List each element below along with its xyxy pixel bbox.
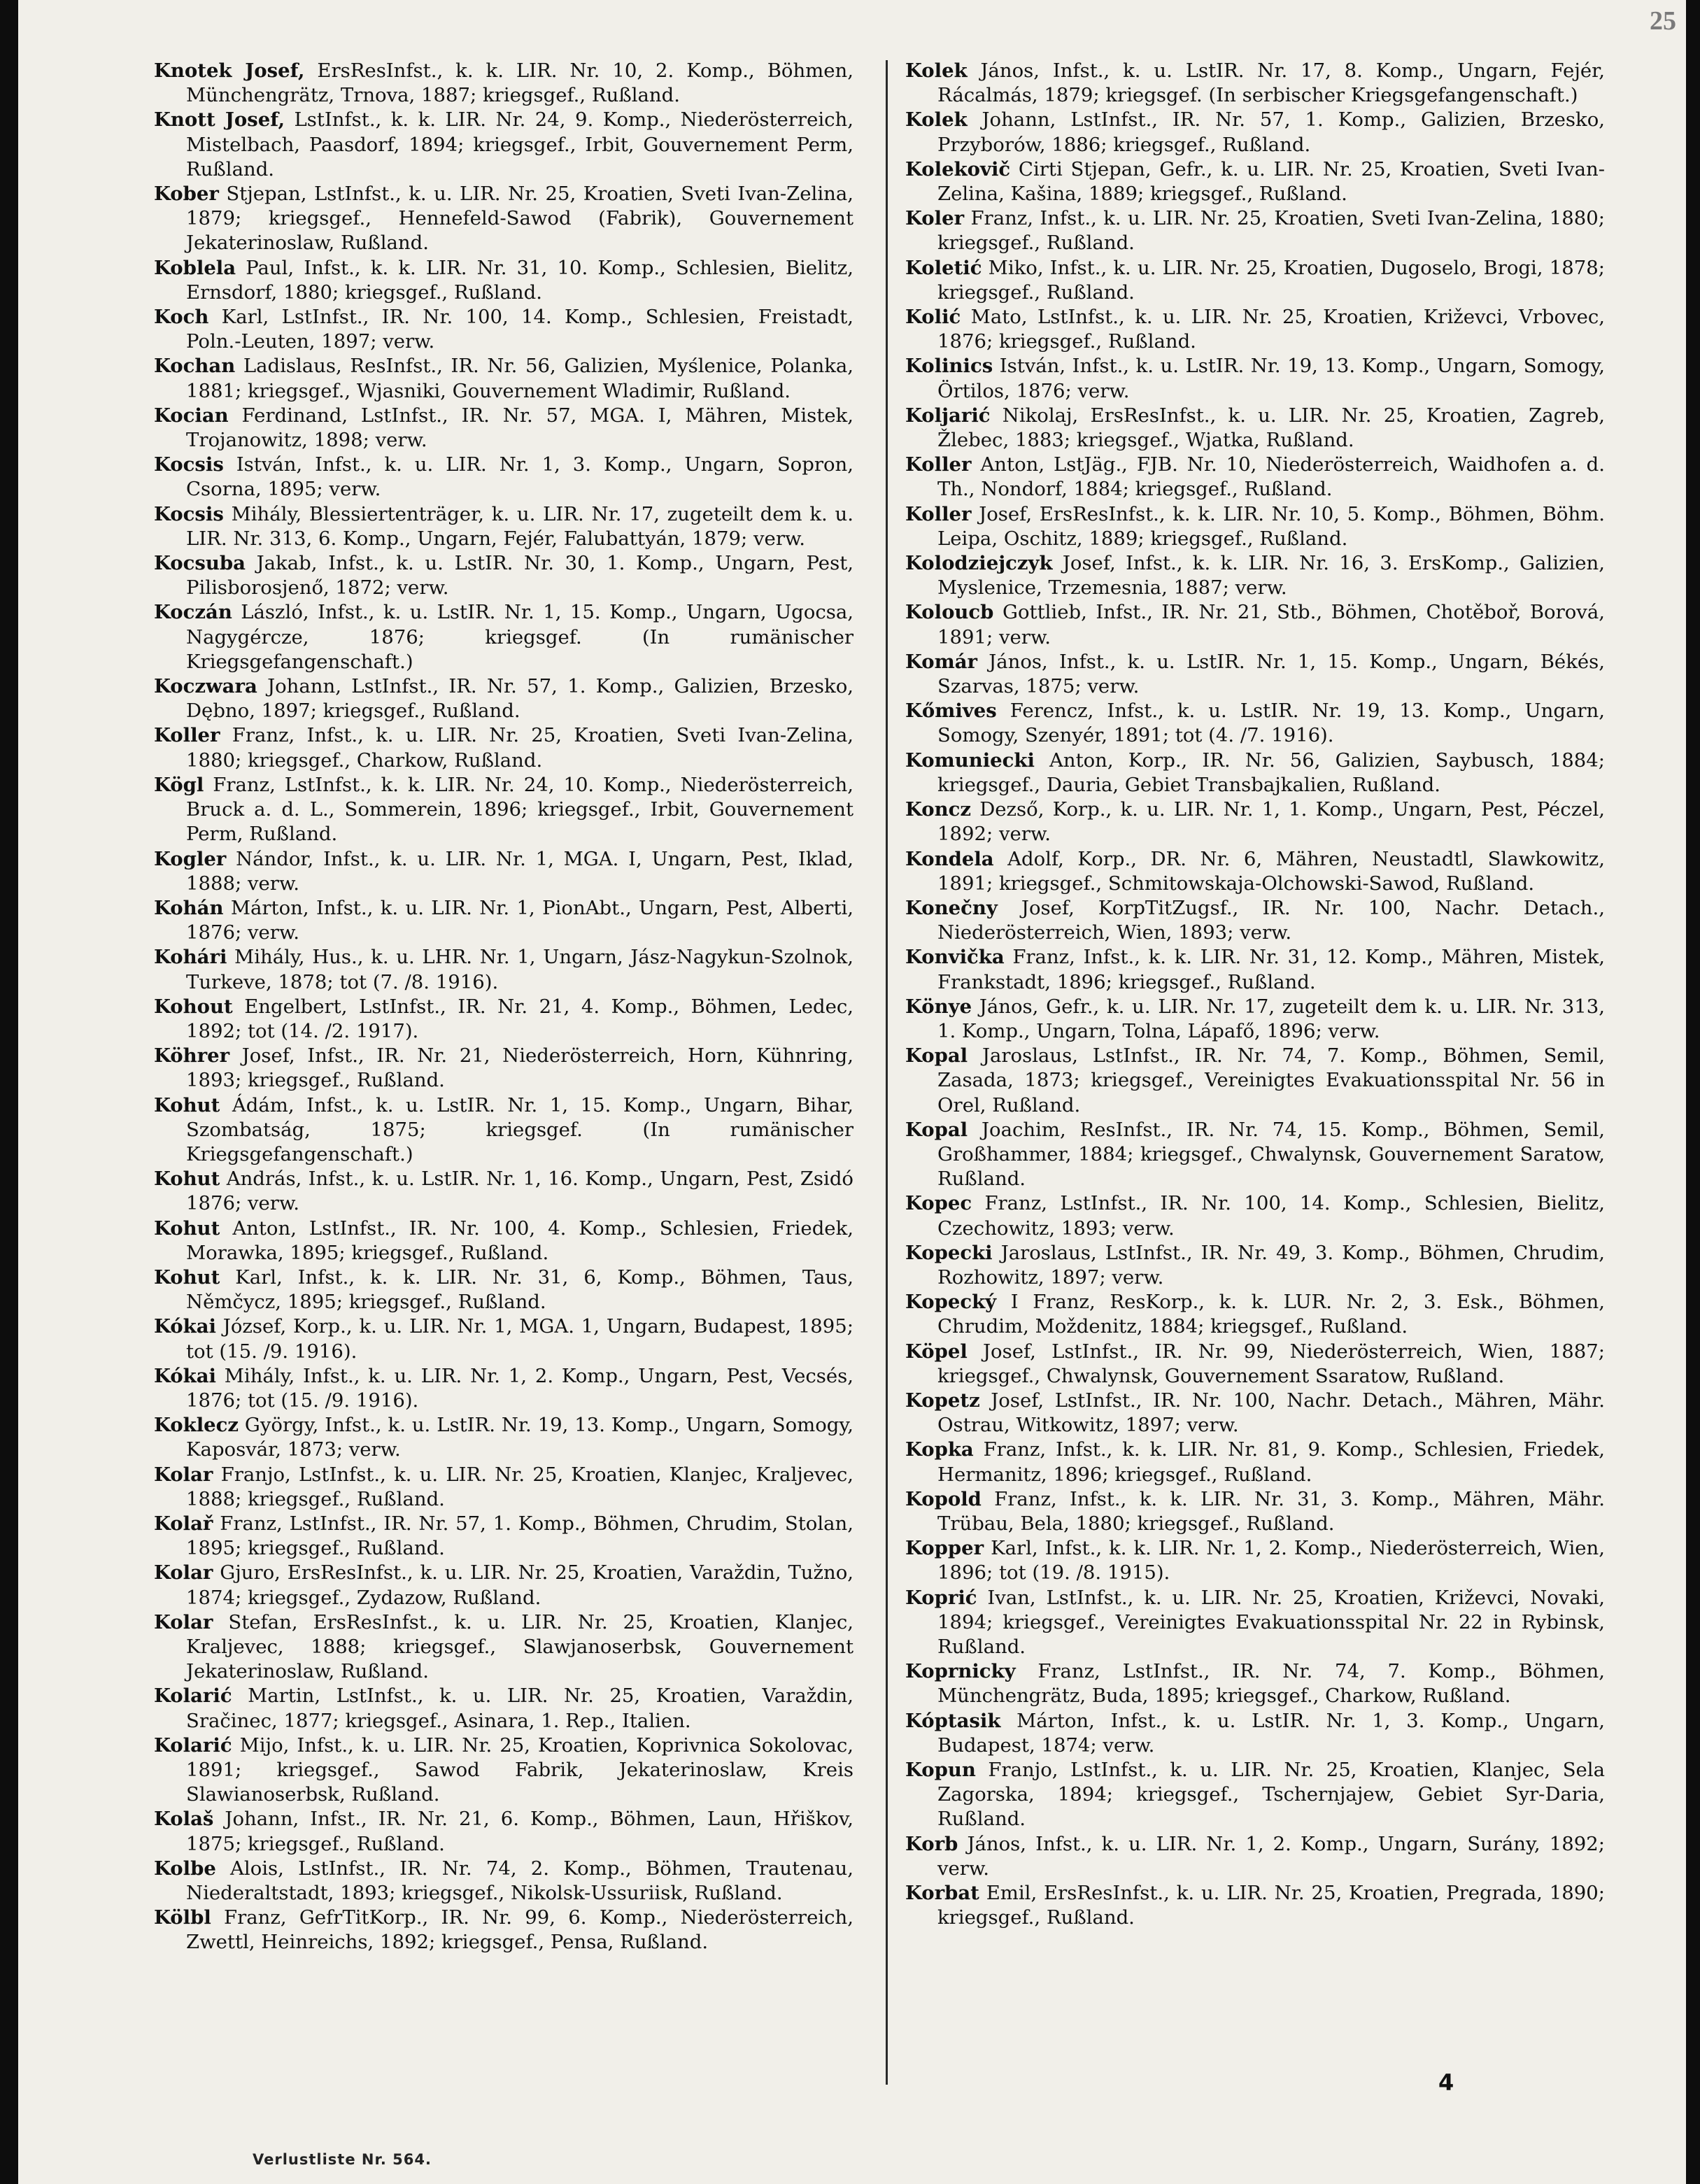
entry-details: István, Infst., k. u. LIR. Nr. 1, 3. Komp., Ungarn, Sopron, Csorna, 1895; verw. bbox=[186, 453, 853, 501]
entry-name: Kohut bbox=[154, 1265, 220, 1289]
page-number: 25 bbox=[1650, 6, 1676, 36]
entry-name: Kochan bbox=[154, 355, 236, 378]
entry-details: Franz, Infst., k. u. LIR. Nr. 25, Kroatien, Sveti Ivan-Zelina, 1880; kriegsgef., Charkow, Rußland. bbox=[186, 724, 853, 772]
entry-name: Kolekovič bbox=[905, 157, 1011, 180]
entry-details: Ádám, Infst., k. u. LstIR. Nr. 1, 15. Komp., Ungarn, Bihar, Szombatság, 1875; kriegsgef. (In rumänischer Kriegsgefangenschaft.) bbox=[186, 1093, 853, 1165]
entry-name: Koczwara bbox=[154, 675, 257, 698]
list-entry bbox=[905, 206, 1605, 255]
entry-details: Franz, Infst., k. k. LIR. Nr. 31, 12. Komp., Mähren, Mistek, Frankstadt, 1896; kriegsgef., Rußland. bbox=[937, 946, 1605, 993]
entry-name: Kolar bbox=[154, 1463, 213, 1486]
entry-name: Knott Josef, bbox=[154, 108, 285, 132]
list-entry bbox=[154, 1093, 853, 1168]
entry-details: Mihály, Infst., k. u. LIR. Nr. 1, 2. Komp., Ungarn, Pest, Vecsés, 1876; tot (15. /9. 1916). bbox=[186, 1364, 853, 1412]
entry-details: Johann, LstInfst., IR. Nr. 57, 1. Komp., Galizien, Brzesko, Przyborów, 1886; kriegsgef., Rußland. bbox=[937, 108, 1605, 156]
list-entry bbox=[905, 896, 1605, 945]
entry-name: Kőmives bbox=[905, 700, 997, 723]
entry-details: Franz, Infst., k. k. LIR. Nr. 31, 3. Komp., Mähren, Mähr. Trübau, Bela, 1880; kriegsgef., Rußland. bbox=[937, 1487, 1605, 1535]
entry-details: Alois, LstInfst., IR. Nr. 74, 2. Komp., Böhmen, Trautenau, Niederaltstadt, 1893; kriegsgef., Nikolsk-Ussuriisk, Rußland. bbox=[186, 1857, 853, 1905]
entry-name: Kohout bbox=[154, 995, 233, 1018]
list-entry bbox=[154, 1857, 853, 1906]
entry-name: Kölbl bbox=[154, 1906, 211, 1929]
list-entry bbox=[905, 1118, 1605, 1192]
entry-details: József, Korp., k. u. LIR. Nr. 1, MGA. 1, Ungarn, Budapest, 1895; tot (15. /9. 1916). bbox=[186, 1315, 853, 1363]
entry-details: Márton, Infst., k. u. LstIR. Nr. 1, 3. Komp., Ungarn, Budapest, 1874; verw. bbox=[937, 1709, 1605, 1757]
list-entry bbox=[905, 1487, 1605, 1536]
entry-name: Kopetz bbox=[905, 1389, 980, 1412]
entry-name: Koler bbox=[905, 207, 965, 230]
entry-details: János, Gefr., k. u. LIR. Nr. 17, zugeteilt dem k. u. LIR. Nr. 313, 1. Komp., Ungarn, Tolna, Lápafő, 1896; verw. bbox=[937, 995, 1605, 1042]
entry-details: Josef, Infst., k. k. LIR. Nr. 16, 3. ErsKomp., Galizien, Myslenice, Trzemesnia, 1887; verw. bbox=[937, 552, 1605, 600]
entry-name: Kolodziejczyk bbox=[905, 552, 1053, 575]
entry-name: Kolić bbox=[905, 306, 961, 329]
entry-details: Ferencz, Infst., k. u. LstIR. Nr. 19, 13. Komp., Ungarn, Somogy, Szenyér, 1891; tot (4. /7. 1916). bbox=[937, 700, 1605, 747]
entry-details: Anton, LstInfst., IR. Nr. 100, 4. Komp., Schlesien, Friedek, Morawka, 1895; kriegsgef., Rußland. bbox=[186, 1217, 853, 1264]
entry-name: Kopper bbox=[905, 1537, 984, 1560]
entry-name: Kopecki bbox=[905, 1241, 993, 1264]
entry-details: Dezső, Korp., k. u. LIR. Nr. 1, 1. Komp., Ungarn, Pest, Péczel, 1892; verw. bbox=[937, 798, 1605, 846]
list-entry bbox=[905, 650, 1605, 699]
list-entry bbox=[154, 59, 853, 108]
list-entry bbox=[905, 502, 1605, 551]
entry-details: Nándor, Infst., k. u. LIR. Nr. 1, MGA. I, Ungarn, Pest, Iklad, 1888; verw. bbox=[186, 847, 853, 895]
entry-name: Köhrer bbox=[154, 1044, 230, 1068]
entry-name: Koprnicky bbox=[905, 1660, 1016, 1683]
list-entry bbox=[154, 453, 853, 502]
entry-name: Kohut bbox=[154, 1168, 220, 1191]
entry-name: Komuniecki bbox=[905, 749, 1035, 772]
entry-details: András, Infst., k. u. LstIR. Nr. 1, 16. Komp., Ungarn, Pest, Zsidó 1876; verw. bbox=[186, 1168, 853, 1215]
entry-details: Josef, Infst., IR. Nr. 21, Niederösterreich, Horn, Kühnring, 1893; kriegsgef., Rußland. bbox=[186, 1044, 853, 1092]
entry-name: Kohut bbox=[154, 1217, 220, 1240]
list-entry bbox=[154, 1265, 853, 1314]
entry-details: Karl, Infst., k. k. LIR. Nr. 1, 2. Komp., Niederösterreich, Wien, 1896; tot (19. /8. 1915). bbox=[937, 1537, 1605, 1584]
list-entry bbox=[154, 354, 853, 403]
entry-details: Anton, Korp., IR. Nr. 56, Galizien, Saybusch, 1884; kriegsgef., Dauria, Gebiet Transbajkalien, Rußland. bbox=[937, 749, 1605, 796]
list-entry bbox=[905, 59, 1605, 108]
entry-name: Kolek bbox=[905, 108, 968, 132]
list-entry bbox=[154, 1561, 853, 1610]
entry-name: Kolar bbox=[154, 1610, 213, 1633]
list-entry bbox=[154, 1364, 853, 1413]
entry-name: Kocian bbox=[154, 404, 229, 427]
list-entry bbox=[154, 502, 853, 551]
entry-details: Márton, Infst., k. u. LIR. Nr. 1, PionAbt., Ungarn, Pest, Alberti, 1876; verw. bbox=[186, 896, 853, 944]
entry-name: Kopal bbox=[905, 1044, 968, 1068]
list-entry bbox=[154, 1733, 853, 1808]
list-entry bbox=[154, 1512, 853, 1561]
entry-name: Kopun bbox=[905, 1759, 976, 1782]
list-entry bbox=[154, 773, 853, 847]
entry-details: Mihály, Hus., k. u. LHR. Nr. 1, Ungarn, Jász-Nagykun-Szolnok, Turkeve, 1878; tot (7. /8. 1916). bbox=[186, 946, 853, 993]
entry-details: I Franz, ResKorp., k. k. LUR. Nr. 2, 3. Esk., Böhmen, Chrudim, Moždenitz, 1884; kriegsgef., Rußland. bbox=[937, 1291, 1605, 1338]
entry-name: Koljarić bbox=[905, 404, 991, 427]
entry-details: Karl, LstInfst., IR. Nr. 100, 14. Komp., Schlesien, Freistadt, Poln.-Leuten, 1897; verw. bbox=[186, 306, 853, 353]
entry-name: Kocsis bbox=[154, 502, 224, 525]
entry-details: Johann, LstInfst., IR. Nr. 57, 1. Komp., Galizien, Brzesko, Dębno, 1897; kriegsgef., Rußland. bbox=[186, 675, 853, 723]
entry-name: Koller bbox=[905, 453, 972, 476]
list-entry bbox=[154, 945, 853, 994]
entry-name: Kopec bbox=[905, 1192, 972, 1215]
entry-name: Kókai bbox=[154, 1315, 216, 1338]
list-entry bbox=[154, 1463, 853, 1512]
list-entry bbox=[905, 1241, 1605, 1290]
list-entry bbox=[154, 896, 853, 945]
entry-name: Kohán bbox=[154, 896, 224, 919]
entry-details: Mihály, Blessiertenträger, k. u. LIR. Nr. 17, zugeteilt dem k. u. LIR. Nr. 313, 6. Komp., Ungarn, Fejér, Falubattyán, 1879; verw. bbox=[186, 502, 853, 550]
entry-details: Ladislaus, ResInfst., IR. Nr. 56, Galizien, Myślenice, Polanka, 1881; kriegsgef., Wjasniki, Gouvernement Wladimir, Rußland. bbox=[186, 355, 853, 402]
entry-name: Koch bbox=[154, 306, 209, 329]
list-entry bbox=[154, 1167, 853, 1216]
entry-details: ErsResInfst., k. k. LIR. Nr. 10, 2. Komp., Böhmen, Münchengrätz, Trnova, 1887; kriegsgef., Rußland. bbox=[186, 59, 853, 107]
entry-name: Kocsuba bbox=[154, 552, 246, 575]
list-entry bbox=[154, 1906, 853, 1955]
entry-details: János, Infst., k. u. LstIR. Nr. 1, 15. Komp., Ungarn, Békés, Szarvas, 1875; verw. bbox=[937, 650, 1605, 698]
list-entry bbox=[154, 847, 853, 896]
entry-details: Johann, Infst., IR. Nr. 21, 6. Komp., Böhmen, Laun, Hřiškov, 1875; kriegsgef., Rußland. bbox=[186, 1808, 853, 1855]
footer-list-label: Verlustliste Nr. 564. bbox=[253, 2151, 432, 2168]
list-entry bbox=[905, 1586, 1605, 1660]
entry-name: Kopecký bbox=[905, 1291, 997, 1314]
list-entry bbox=[905, 256, 1605, 305]
list-entry bbox=[905, 797, 1605, 846]
list-entry bbox=[905, 1044, 1605, 1118]
list-entry bbox=[905, 551, 1605, 600]
entry-details: Mijo, Infst., k. u. LIR. Nr. 25, Kroatien, Koprivnica Sokolovac, 1891; kriegsgef., Sawod Fabrik, Jekaterinoslaw, Kreis Slawianoserbsk, Rußland. bbox=[186, 1733, 853, 1806]
list-entry bbox=[905, 1536, 1605, 1585]
entry-details: Franz, GefrTitKorp., IR. Nr. 99, 6. Komp., Niederösterreich, Zwettl, Heinreichs, 1892; kriegsgef., Pensa, Rußland. bbox=[186, 1906, 853, 1954]
entry-details: Nikolaj, ErsResInfst., k. u. LIR. Nr. 25, Kroatien, Zagreb, Žlebec, 1883; kriegsgef., Wjatka, Rußland. bbox=[937, 404, 1605, 452]
entry-name: Kolinics bbox=[905, 355, 993, 378]
list-entry bbox=[905, 1659, 1605, 1708]
entry-details: Franz, LstInfst., IR. Nr. 74, 7. Komp., Böhmen, Münchengrätz, Buda, 1895; kriegsgef., Charkow, Rußland. bbox=[937, 1660, 1605, 1708]
list-entry bbox=[154, 674, 853, 723]
list-entry bbox=[154, 551, 853, 600]
entry-details: Anton, LstJäg., FJB. Nr. 10, Niederösterreich, Waidhofen a. d. Th., Nondorf, 1884; kriegsgef., Rußland. bbox=[937, 453, 1605, 501]
entry-name: Kolek bbox=[905, 59, 968, 82]
entry-name: Kolar bbox=[154, 1561, 213, 1584]
list-entry bbox=[154, 1610, 853, 1685]
entry-name: Kókai bbox=[154, 1364, 216, 1387]
entry-details: Stefan, ErsResInfst., k. u. LIR. Nr. 25, Kroatien, Klanjec, Kraljevec, 1888; kriegsgef., Slawjanoserbsk, Gouvernement Jekaterinoslaw, Rußland. bbox=[186, 1610, 853, 1683]
entry-name: Koller bbox=[154, 724, 220, 747]
entry-details: Joachim, ResInfst., IR. Nr. 74, 15. Komp., Böhmen, Semil, Großhammer, 1884; kriegsgef., Chwalynsk, Gouvernement Saratow, Rußland. bbox=[937, 1118, 1605, 1191]
entry-name: Könye bbox=[905, 995, 972, 1018]
list-entry bbox=[905, 157, 1605, 206]
entry-name: Kopold bbox=[905, 1487, 982, 1510]
list-entry bbox=[154, 1413, 853, 1462]
list-entry bbox=[905, 305, 1605, 354]
entry-name: Kocsis bbox=[154, 453, 224, 476]
entry-details: Franz, LstInfst., IR. Nr. 100, 14. Komp., Schlesien, Bielitz, Czechowitz, 1893; verw. bbox=[937, 1192, 1605, 1240]
entry-name: Komár bbox=[905, 650, 978, 673]
entry-name: Koczán bbox=[154, 601, 232, 624]
entry-name: Koprić bbox=[905, 1586, 977, 1609]
entry-details: Miko, Infst., k. u. LIR. Nr. 25, Kroatien, Dugoselo, Brogi, 1878; kriegsgef., Rußland. bbox=[937, 256, 1605, 304]
entry-details: Josef, KorpTitZugsf., IR. Nr. 100, Nachr. Detach., Niederösterreich, Wien, 1893; verw. bbox=[937, 896, 1605, 944]
entry-name: Kögl bbox=[154, 773, 204, 796]
entry-details: Engelbert, LstInfst., IR. Nr. 21, 4. Komp., Böhmen, Ledec, 1892; tot (14. /2. 1917). bbox=[186, 995, 853, 1042]
list-entry bbox=[154, 182, 853, 256]
list-entry bbox=[905, 1758, 1605, 1832]
entry-name: Kolaš bbox=[154, 1808, 214, 1831]
entry-details: Franz, LstInfst., IR. Nr. 57, 1. Komp., Böhmen, Chrudim, Stolan, 1895; kriegsgef., Rußland. bbox=[186, 1512, 853, 1560]
entry-details: Mato, LstInfst., k. u. LIR. Nr. 25, Kroatien, Križevci, Vrbovec, 1876; kriegsgef., Rußland. bbox=[937, 306, 1605, 353]
entry-name: Kohut bbox=[154, 1093, 220, 1116]
list-entry bbox=[905, 1191, 1605, 1240]
list-entry bbox=[905, 749, 1605, 797]
list-entry bbox=[905, 1290, 1605, 1339]
column-divider bbox=[886, 60, 888, 2085]
entry-details: Jaroslaus, LstInfst., IR. Nr. 74, 7. Komp., Böhmen, Semil, Zasada, 1873; kriegsgef., Vereinigtes Evakuationsspital Nr. 56 in Orel, Rußland. bbox=[937, 1044, 1605, 1116]
entry-details: Franz, LstInfst., k. k. LIR. Nr. 24, 10. Komp., Niederösterreich, Bruck a. d. L., Sommerein, 1896; kriegsgef., Irbit, Gouvernement Perm, Rußland. bbox=[186, 773, 853, 846]
entry-name: Kolbe bbox=[154, 1857, 216, 1880]
list-entry bbox=[905, 404, 1605, 453]
entry-name: Knotek Josef, bbox=[154, 59, 305, 82]
entry-name: Kogler bbox=[154, 847, 227, 870]
left-column bbox=[154, 59, 853, 1955]
list-entry bbox=[905, 600, 1605, 649]
entry-name: Kolarić bbox=[154, 1733, 232, 1757]
list-entry bbox=[905, 945, 1605, 994]
entry-details: Franjo, LstInfst., k. u. LIR. Nr. 25, Kroatien, Klanjec, Sela Zagorska, 1894; kriegsgef., Tschernjajew, Gebiet Syr-Daria, Rußland. bbox=[937, 1759, 1605, 1831]
entry-details: Stjepan, LstInfst., k. u. LIR. Nr. 25, Kroatien, Sveti Ivan-Zelina, 1879; kriegsgef., Hennefeld-Sawod (Fabrik), Gouvernement Jekaterinoslaw, Rußland. bbox=[186, 183, 853, 255]
entry-details: Franz, Infst., k. k. LIR. Nr. 81, 9. Komp., Schlesien, Friedek, Hermanitz, 1896; kriegsgef., Rußland. bbox=[937, 1438, 1605, 1486]
entry-name: Koblela bbox=[154, 256, 236, 279]
list-entry bbox=[905, 1438, 1605, 1487]
entry-details: László, Infst., k. u. LstIR. Nr. 1, 15. Komp., Ungarn, Ugocsa, Nagygércze, 1876; kriegsgef. (In rumänischer Kriegsgefangenschaft.) bbox=[186, 601, 853, 673]
entry-details: János, Infst., k. u. LIR. Nr. 1, 2. Komp., Ungarn, Surány, 1892; verw. bbox=[937, 1832, 1605, 1880]
entry-details: Josef, LstInfst., IR. Nr. 99, Niederösterreich, Wien, 1887; kriegsgef., Chwalynsk, Gouvernement Ssaratow, Rußland. bbox=[937, 1340, 1605, 1387]
list-entry bbox=[154, 1314, 853, 1363]
list-entry bbox=[154, 723, 853, 772]
entry-name: Kohári bbox=[154, 946, 227, 969]
list-entry bbox=[154, 1217, 853, 1265]
sheet-number: 4 bbox=[1438, 2069, 1454, 2096]
list-entry bbox=[154, 1684, 853, 1733]
list-entry bbox=[154, 305, 853, 354]
list-entry bbox=[905, 1832, 1605, 1881]
entry-details: Jakab, Infst., k. u. LstIR. Nr. 30, 1. Komp., Ungarn, Pest, Pilisborosjenő, 1872; verw. bbox=[186, 552, 853, 600]
list-entry bbox=[905, 1389, 1605, 1438]
entry-details: János, Infst., k. u. LstIR. Nr. 17, 8. Komp., Ungarn, Fejér, Rácalmás, 1879; kriegsgef. (In serbischer Kriegsgefangenschaft.) bbox=[937, 59, 1605, 107]
entry-details: LstInfst., k. k. LIR. Nr. 24, 9. Komp., Niederösterreich, Mistelbach, Paasdorf, 1894; kriegsgef., Irbit, Gouvernement Perm, Rußland. bbox=[186, 108, 853, 180]
list-entry bbox=[905, 354, 1605, 403]
list-entry bbox=[905, 1881, 1605, 1930]
entry-details: Ivan, LstInfst., k. u. LIR. Nr. 25, Kroatien, Križevci, Novaki, 1894; kriegsgef., Vereinigtes Evakuationsspital Nr. 22 in Rybinsk, Rußland. bbox=[937, 1586, 1605, 1658]
right-column bbox=[905, 59, 1605, 1930]
entry-details: Cirti Stjepan, Gefr., k. u. LIR. Nr. 25, Kroatien, Sveti Ivan-Zelina, Kašina, 1889; kriegsgef., Rußland. bbox=[937, 157, 1605, 206]
entry-details: Martin, LstInfst., k. u. LIR. Nr. 25, Kroatien, Varaždin, Sračinec, 1877; kriegsgef., Asinara, 1. Rep., Italien. bbox=[186, 1685, 853, 1732]
entry-details: Adolf, Korp., DR. Nr. 6, Mähren, Neustadtl, Slawkowitz, 1891; kriegsgef., Schmitowskaja-Olchowski-Sawod, Rußland. bbox=[937, 847, 1605, 895]
entry-name: Kopal bbox=[905, 1118, 968, 1141]
list-entry bbox=[154, 404, 853, 453]
entry-name: Kober bbox=[154, 183, 219, 206]
entry-name: Kopka bbox=[905, 1438, 974, 1461]
list-entry bbox=[154, 108, 853, 182]
document-page bbox=[18, 0, 1686, 2184]
entry-details: Gjuro, ErsResInfst., k. u. LIR. Nr. 25, Kroatien, Varaždin, Tužno, 1874; kriegsgef., Zydazow, Rußland. bbox=[186, 1561, 853, 1609]
entry-details: Jaroslaus, LstInfst., IR. Nr. 49, 3. Komp., Böhmen, Chrudim, Rozhowitz, 1897; verw. bbox=[937, 1241, 1605, 1289]
list-entry bbox=[905, 995, 1605, 1044]
list-entry bbox=[905, 1340, 1605, 1389]
entry-details: Karl, Infst., k. k. LIR. Nr. 31, 6, Komp., Böhmen, Taus, Němčycz, 1895; kriegsgef., Rußland. bbox=[186, 1265, 853, 1314]
entry-name: Kolař bbox=[154, 1512, 213, 1535]
list-entry bbox=[154, 600, 853, 674]
entry-details: Franz, Infst., k. u. LIR. Nr. 25, Kroatien, Sveti Ivan-Zelina, 1880; kriegsgef., Rußland. bbox=[937, 207, 1605, 255]
entry-name: Kolarić bbox=[154, 1685, 232, 1708]
entry-details: Josef, ErsResInfst., k. k. LIR. Nr. 10, 5. Komp., Böhmen, Böhm. Leipa, Oschitz, 1889; kriegsgef., Rußland. bbox=[937, 502, 1605, 550]
entry-name: Koklecz bbox=[154, 1414, 239, 1437]
list-entry bbox=[154, 1044, 853, 1093]
list-entry bbox=[154, 256, 853, 305]
entry-details: Josef, LstInfst., IR. Nr. 100, Nachr. Detach., Mähren, Mähr. Ostrau, Witkowitz, 1897; verw. bbox=[937, 1389, 1605, 1437]
entry-name: Korbat bbox=[905, 1882, 979, 1905]
entry-details: István, Infst., k. u. LstIR. Nr. 19, 13. Komp., Ungarn, Somogy, Örtilos, 1876; verw. bbox=[937, 355, 1605, 402]
list-entry bbox=[905, 108, 1605, 157]
entry-name: Köpel bbox=[905, 1340, 968, 1363]
entry-details: Gottlieb, Infst., IR. Nr. 21, Stb., Böhmen, Chotěboř, Borová, 1891; verw. bbox=[937, 601, 1605, 648]
list-entry bbox=[905, 847, 1605, 896]
entry-name: Koller bbox=[905, 502, 972, 525]
entry-name: Konvička bbox=[905, 946, 1005, 969]
entry-name: Kóptasik bbox=[905, 1709, 1001, 1732]
entry-details: Franjo, LstInfst., k. u. LIR. Nr. 25, Kroatien, Klanjec, Kraljevec, 1888; kriegsgef., Rußland. bbox=[186, 1463, 853, 1510]
list-entry bbox=[905, 699, 1605, 748]
entry-name: Korb bbox=[905, 1832, 958, 1855]
entry-name: Kondela bbox=[905, 847, 994, 870]
list-entry bbox=[154, 1807, 853, 1856]
list-entry bbox=[905, 453, 1605, 502]
entry-details: György, Infst., k. u. LstIR. Nr. 19, 13. Komp., Ungarn, Somogy, Kaposvár, 1873; verw. bbox=[186, 1414, 853, 1461]
entry-details: Ferdinand, LstInfst., IR. Nr. 57, MGA. I, Mähren, Mistek, Trojanowitz, 1898; verw. bbox=[186, 404, 853, 452]
list-entry bbox=[154, 995, 853, 1044]
entry-details: Paul, Infst., k. k. LIR. Nr. 31, 10. Komp., Schlesien, Bielitz, Ernsdorf, 1880; kriegsgef., Rußland. bbox=[186, 256, 853, 304]
entry-name: Koletić bbox=[905, 256, 982, 279]
entry-name: Koloucb bbox=[905, 601, 994, 624]
entry-name: Koncz bbox=[905, 798, 971, 821]
entry-details: Emil, ErsResInfst., k. u. LIR. Nr. 25, Kroatien, Pregrada, 1890; kriegsgef., Rußland. bbox=[937, 1882, 1605, 1929]
list-entry bbox=[905, 1709, 1605, 1758]
entry-name: Konečny bbox=[905, 896, 998, 919]
